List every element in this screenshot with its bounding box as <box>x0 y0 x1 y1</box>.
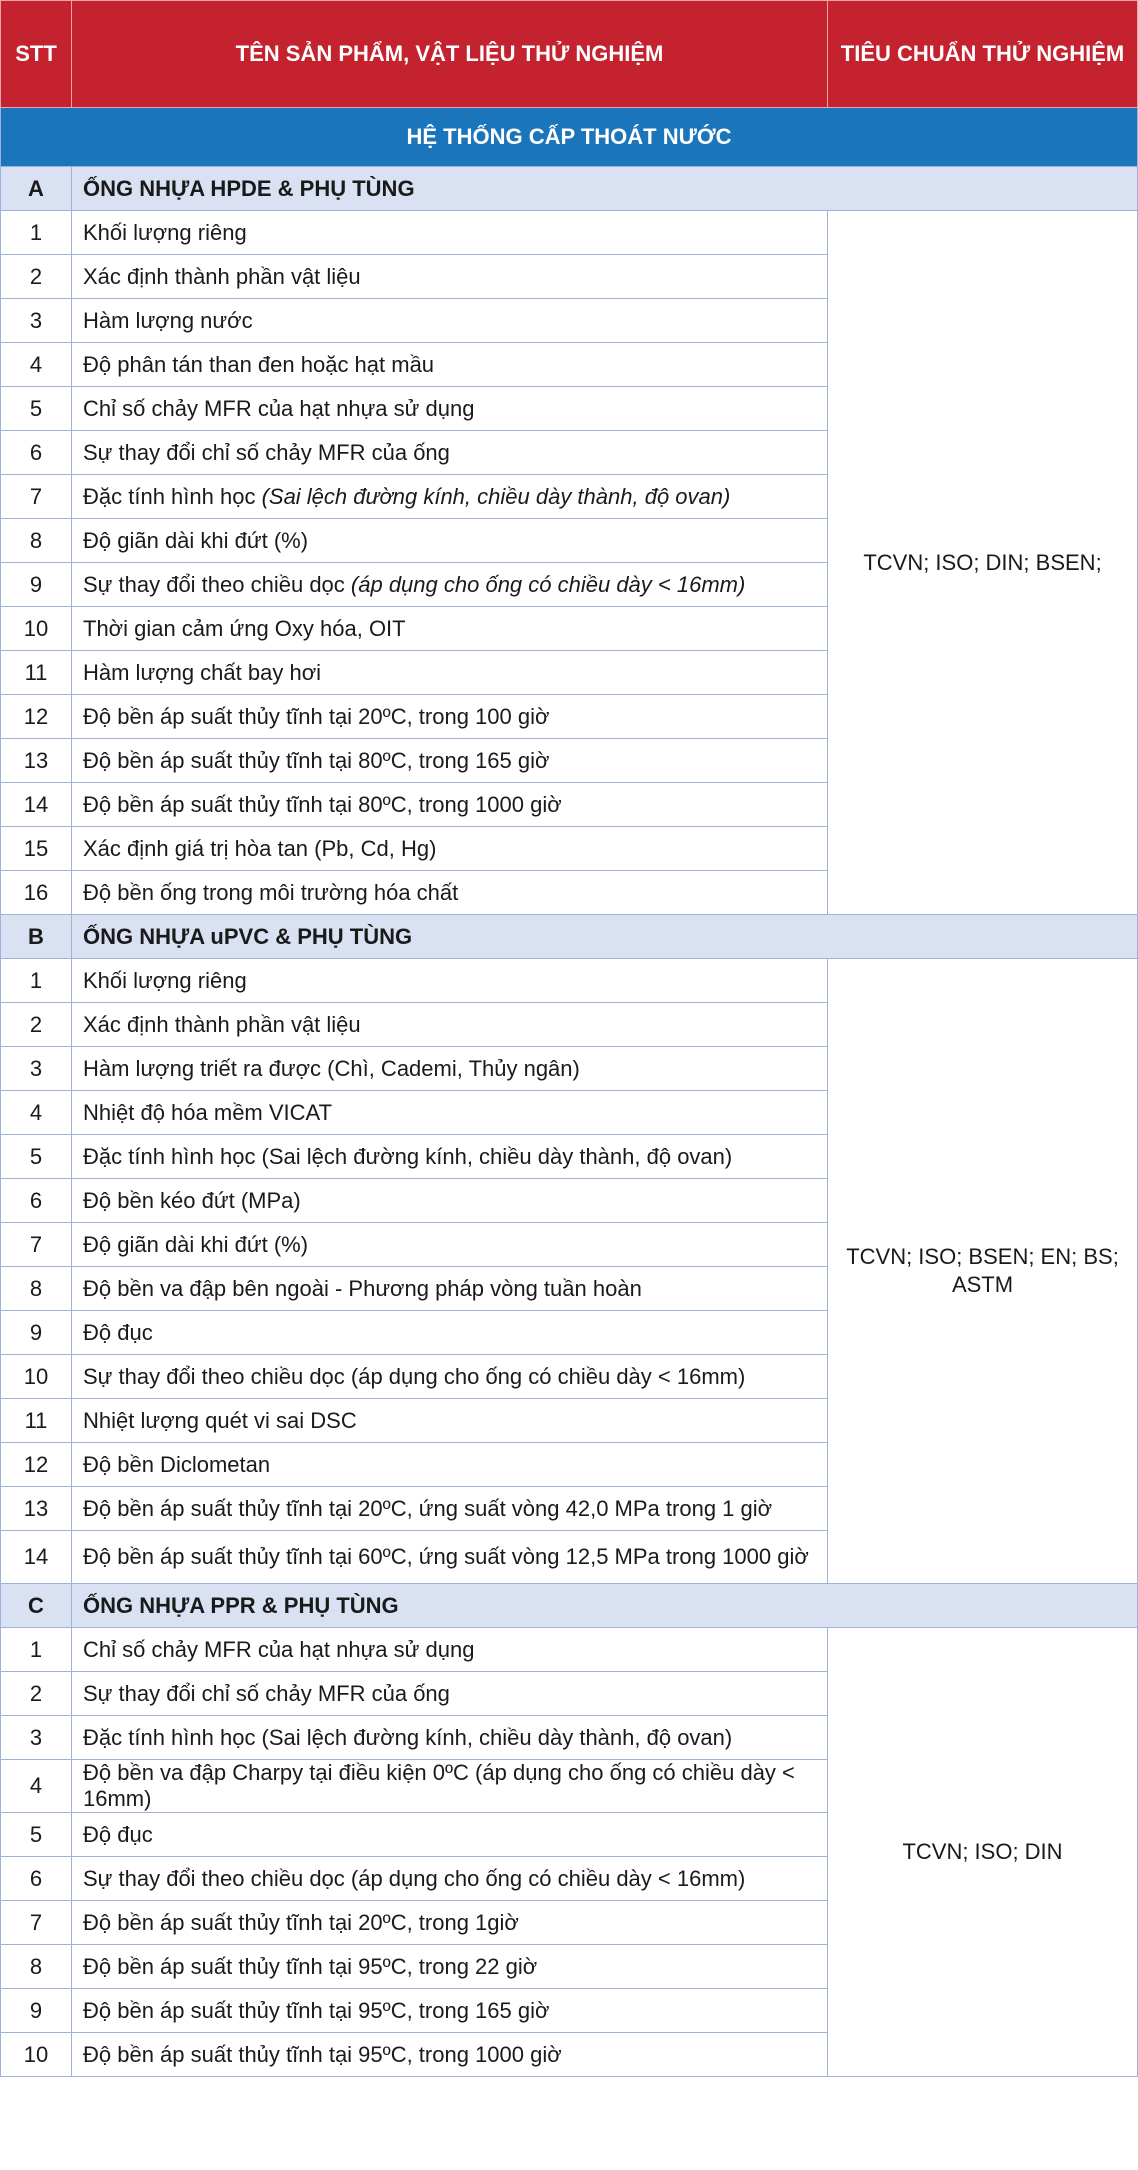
section-title: ỐNG NHỰA uPVC & PHỤ TÙNG <box>72 915 1138 959</box>
row-test-text: Độ đục <box>83 1821 153 1847</box>
system-title: HỆ THỐNG CẤP THOÁT NƯỚC <box>1 108 1138 167</box>
section-standard: TCVN; ISO; DIN <box>828 1628 1138 2077</box>
row-test-text: Độ bền áp suất thủy tĩnh tại 20ºC, trong 1giờ <box>83 1909 519 1935</box>
section-row <box>1 167 1138 211</box>
row-test-text: Sự thay đổi theo chiều dọc (áp dụng cho ống có chiều dày < 16mm) <box>83 1363 746 1389</box>
row-test-name <box>72 959 828 1003</box>
row-test-name <box>72 1813 828 1857</box>
row-test-name <box>72 1311 828 1355</box>
row-number: 4 <box>1 1760 72 1813</box>
row-test-text: Chỉ số chảy MFR của hạt nhựa sử dụng <box>83 1636 475 1662</box>
row-test-text: Độ giãn dài khi đứt (%) <box>83 1231 309 1257</box>
row-test-note: (Sai lệch đường kính, chiều dày thành, độ ovan) <box>261 483 731 509</box>
row-number: 9 <box>1 1311 72 1355</box>
row-test-text: Xác định thành phần vật liệu <box>83 263 361 289</box>
row-number: 13 <box>1 1487 72 1531</box>
row-test-text: Khối lượng riêng <box>83 967 247 993</box>
section-standard: TCVN; ISO; DIN; BSEN; <box>828 211 1138 915</box>
row-number: 11 <box>1 1399 72 1443</box>
row-test-name <box>72 871 828 915</box>
row-test-text: Độ bền áp suất thủy tĩnh tại 95ºC, trong 165 giờ <box>83 1997 550 2023</box>
section-row <box>1 1584 1138 1628</box>
system-row <box>1 108 1138 167</box>
row-number: 2 <box>1 1672 72 1716</box>
row-test-text: Độ bền áp suất thủy tĩnh tại 20ºC, ứng suất vòng 42,0 MPa trong 1 giờ <box>83 1495 773 1521</box>
row-number: 5 <box>1 1135 72 1179</box>
row-test-name <box>72 563 828 607</box>
row-number: 13 <box>1 739 72 783</box>
row-test-text: Đặc tính hình học (Sai lệch đường kính, chiều dày thành, độ ovan) <box>83 1143 733 1169</box>
row-test-name <box>72 1760 828 1813</box>
row-number: 2 <box>1 255 72 299</box>
row-test-name <box>72 1399 828 1443</box>
row-test-name <box>72 343 828 387</box>
row-test-text: Độ bền áp suất thủy tĩnh tại 95ºC, trong 22 giờ <box>83 1953 538 1979</box>
row-number: 1 <box>1 211 72 255</box>
row-test-name <box>72 827 828 871</box>
row-number: 16 <box>1 871 72 915</box>
row-test-name <box>72 1223 828 1267</box>
row-test-text: Độ bền va đập Charpy tại điều kiện 0ºC (áp dụng cho ống có chiều dày < 16mm) <box>83 1760 795 1811</box>
row-test-name <box>72 607 828 651</box>
row-test-name <box>72 1989 828 2033</box>
row-test-name <box>72 1945 828 1989</box>
row-number: 3 <box>1 1716 72 1760</box>
row-test-text: Xác định thành phần vật liệu <box>83 1011 361 1037</box>
row-test-name <box>72 2033 828 2077</box>
row-test-text: Chỉ số chảy MFR của hạt nhựa sử dụng <box>83 395 475 421</box>
row-test-text: Sự thay đổi chỉ số chảy MFR của ống <box>83 1680 450 1706</box>
row-test-name <box>72 1628 828 1672</box>
row-test-text: Độ phân tán than đen hoặc hạt mầu <box>83 351 435 377</box>
row-number: 9 <box>1 563 72 607</box>
row-test-text: Hàm lượng chất bay hơi <box>83 659 322 685</box>
table-row <box>1 211 1138 255</box>
row-test-name <box>72 1003 828 1047</box>
row-test-name <box>72 1672 828 1716</box>
row-test-name <box>72 783 828 827</box>
row-test-text: Độ bền va đập bên ngoài - Phương pháp vòng tuần hoàn <box>83 1275 642 1301</box>
row-number: 3 <box>1 299 72 343</box>
table-row <box>1 1628 1138 1672</box>
row-test-note: (áp dụng cho ống có chiều dày < 16mm) <box>350 571 746 597</box>
row-number: 8 <box>1 519 72 563</box>
row-number: 3 <box>1 1047 72 1091</box>
section-letter: A <box>1 167 72 211</box>
row-number: 4 <box>1 343 72 387</box>
section-title: ỐNG NHỰA HPDE & PHỤ TÙNG <box>72 167 1138 211</box>
row-test-text: Nhiệt độ hóa mềm VICAT <box>83 1099 333 1125</box>
row-test-name <box>72 651 828 695</box>
table-row <box>1 959 1138 1003</box>
row-test-name <box>72 211 828 255</box>
row-test-name <box>72 1901 828 1945</box>
row-number: 10 <box>1 607 72 651</box>
row-test-text: Nhiệt lượng quét vi sai DSC <box>83 1407 357 1433</box>
row-test-text: Sự thay đổi theo chiều dọc <box>83 571 351 597</box>
row-test-text: Độ đục <box>83 1319 153 1345</box>
row-test-text: Độ bền áp suất thủy tĩnh tại 20ºC, trong 100 giờ <box>83 703 550 729</box>
header-name: TÊN SẢN PHẨM, VẬT LIỆU THỬ NGHIỆM <box>72 1 828 108</box>
row-test-text: Độ bền kéo đứt (MPa) <box>83 1187 301 1213</box>
row-number: 1 <box>1 959 72 1003</box>
row-test-name <box>72 475 828 519</box>
row-number: 14 <box>1 1531 72 1584</box>
row-number: 6 <box>1 431 72 475</box>
row-test-name <box>72 1857 828 1901</box>
row-number: 12 <box>1 1443 72 1487</box>
row-test-name <box>72 695 828 739</box>
row-test-text: Độ bền áp suất thủy tĩnh tại 95ºC, trong 1000 giờ <box>83 2041 562 2067</box>
row-test-name <box>72 1179 828 1223</box>
row-test-name <box>72 519 828 563</box>
row-number: 9 <box>1 1989 72 2033</box>
row-number: 5 <box>1 387 72 431</box>
row-test-text: Độ bền ống trong môi trường hóa chất <box>83 879 459 905</box>
row-number: 8 <box>1 1267 72 1311</box>
row-number: 12 <box>1 695 72 739</box>
row-test-name <box>72 255 828 299</box>
row-test-name <box>72 1531 828 1584</box>
row-number: 8 <box>1 1945 72 1989</box>
row-number: 7 <box>1 1901 72 1945</box>
row-test-text: Độ bền Diclometan <box>83 1451 271 1477</box>
section-standard: TCVN; ISO; BSEN; EN; BS; ASTM <box>828 959 1138 1584</box>
row-number: 4 <box>1 1091 72 1135</box>
row-test-name <box>72 1091 828 1135</box>
row-number: 10 <box>1 2033 72 2077</box>
row-test-name <box>72 739 828 783</box>
row-number: 6 <box>1 1179 72 1223</box>
row-number: 10 <box>1 1355 72 1399</box>
table-header <box>1 1 1138 108</box>
section-letter: B <box>1 915 72 959</box>
row-test-text: Thời gian cảm ứng Oxy hóa, OIT <box>83 615 406 641</box>
row-test-name <box>72 387 828 431</box>
row-test-name <box>72 1716 828 1760</box>
row-number: 7 <box>1 1223 72 1267</box>
row-test-text: Độ bền áp suất thủy tĩnh tại 60ºC, ứng suất vòng 12,5 MPa trong 1000 giờ <box>83 1544 809 1569</box>
row-test-name <box>72 1443 828 1487</box>
row-test-name <box>72 1135 828 1179</box>
row-test-name <box>72 1355 828 1399</box>
row-test-name <box>72 1267 828 1311</box>
table-body <box>1 108 1138 2077</box>
row-test-text: Đặc tính hình học (Sai lệch đường kính, chiều dày thành, độ ovan) <box>83 1724 733 1750</box>
row-test-name <box>72 1487 828 1531</box>
row-number: 14 <box>1 783 72 827</box>
row-test-text: Xác định giá trị hòa tan (Pb, Cd, Hg) <box>83 835 437 861</box>
row-test-text: Hàm lượng triết ra được (Chì, Cademi, Thủy ngân) <box>83 1055 580 1081</box>
row-number: 11 <box>1 651 72 695</box>
header-stt: STT <box>1 1 72 108</box>
row-number: 15 <box>1 827 72 871</box>
row-number: 1 <box>1 1628 72 1672</box>
row-test-text: Sự thay đổi theo chiều dọc (áp dụng cho ống có chiều dày < 16mm) <box>83 1865 746 1891</box>
row-test-text: Hàm lượng nước <box>83 307 253 333</box>
row-number: 2 <box>1 1003 72 1047</box>
row-test-text: Khối lượng riêng <box>83 219 247 245</box>
row-test-name <box>72 1047 828 1091</box>
header-standard: TIÊU CHUẨN THỬ NGHIỆM <box>828 1 1138 108</box>
row-number: 6 <box>1 1857 72 1901</box>
row-test-text: Độ bền áp suất thủy tĩnh tại 80ºC, trong 165 giờ <box>83 747 550 773</box>
row-test-text: Độ giãn dài khi đứt (%) <box>83 527 309 553</box>
row-test-text: Đặc tính hình học <box>83 483 262 509</box>
row-test-name <box>72 299 828 343</box>
section-letter: C <box>1 1584 72 1628</box>
row-number: 5 <box>1 1813 72 1857</box>
row-test-name <box>72 431 828 475</box>
row-test-text: Độ bền áp suất thủy tĩnh tại 80ºC, trong 1000 giờ <box>83 791 562 817</box>
section-title: ỐNG NHỰA PPR & PHỤ TÙNG <box>72 1584 1138 1628</box>
section-row <box>1 915 1138 959</box>
row-test-text: Sự thay đổi chỉ số chảy MFR của ống <box>83 439 450 465</box>
row-number: 7 <box>1 475 72 519</box>
